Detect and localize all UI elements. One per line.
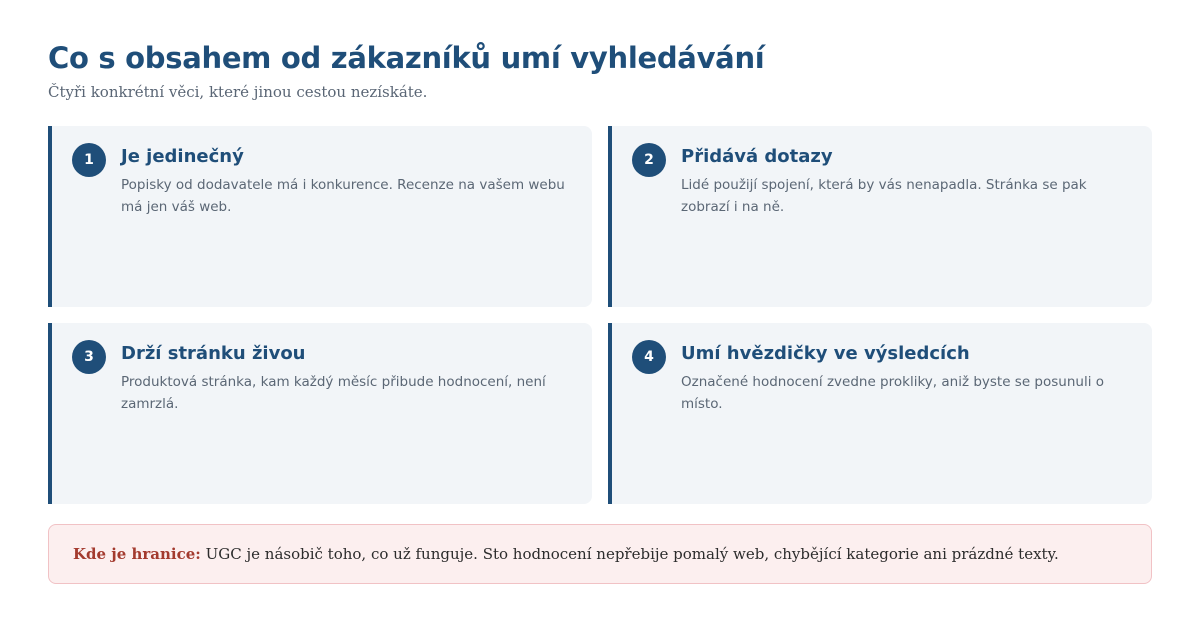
number-badge: 1 bbox=[72, 143, 106, 177]
note-text: UGC je násobič toho, co už funguje. Sto hodnocení nepřebije pomalý web, chybějící kategorie ani prázdné texty. bbox=[200, 545, 1059, 563]
content bbox=[48, 38, 1152, 563]
page-subtitle: Čtyři konkrétní věci, které jinou cestou nezískáte. bbox=[48, 83, 428, 101]
benefit-card-3 bbox=[48, 323, 592, 504]
benefit-card-4 bbox=[608, 323, 1152, 504]
number-badge: 3 bbox=[72, 340, 106, 374]
benefit-card-2 bbox=[608, 126, 1152, 307]
note-label: Kde je hranice: bbox=[73, 545, 201, 563]
limit-note bbox=[48, 524, 1152, 584]
benefit-text: Popisky od dodavatele má i konkurence. Recenze na vašem webu má jen váš web. bbox=[121, 177, 565, 215]
number-badge: 4 bbox=[632, 340, 666, 374]
benefit-title: Drží stránku živou bbox=[121, 343, 306, 364]
number-badge: 2 bbox=[632, 143, 666, 177]
benefit-text: Označené hodnocení zvedne prokliky, aniž byste se posunuli o místo. bbox=[681, 374, 1105, 412]
benefit-text: Produktová stránka, kam každý měsíc přibude hodnocení, není zamrzlá. bbox=[121, 374, 546, 412]
benefits-grid bbox=[48, 126, 1152, 504]
benefit-card-1 bbox=[48, 126, 592, 307]
page-title: Co s obsahem od zákazníků umí vyhledávání bbox=[48, 41, 765, 75]
benefit-title: Přidává dotazy bbox=[681, 146, 833, 167]
benefit-title: Umí hvězdičky ve výsledcích bbox=[681, 343, 970, 364]
benefit-title: Je jedinečný bbox=[121, 146, 244, 167]
benefit-text: Lidé použijí spojení, která by vás nenapadla. Stránka se pak zobrazí i na ně. bbox=[681, 177, 1087, 215]
